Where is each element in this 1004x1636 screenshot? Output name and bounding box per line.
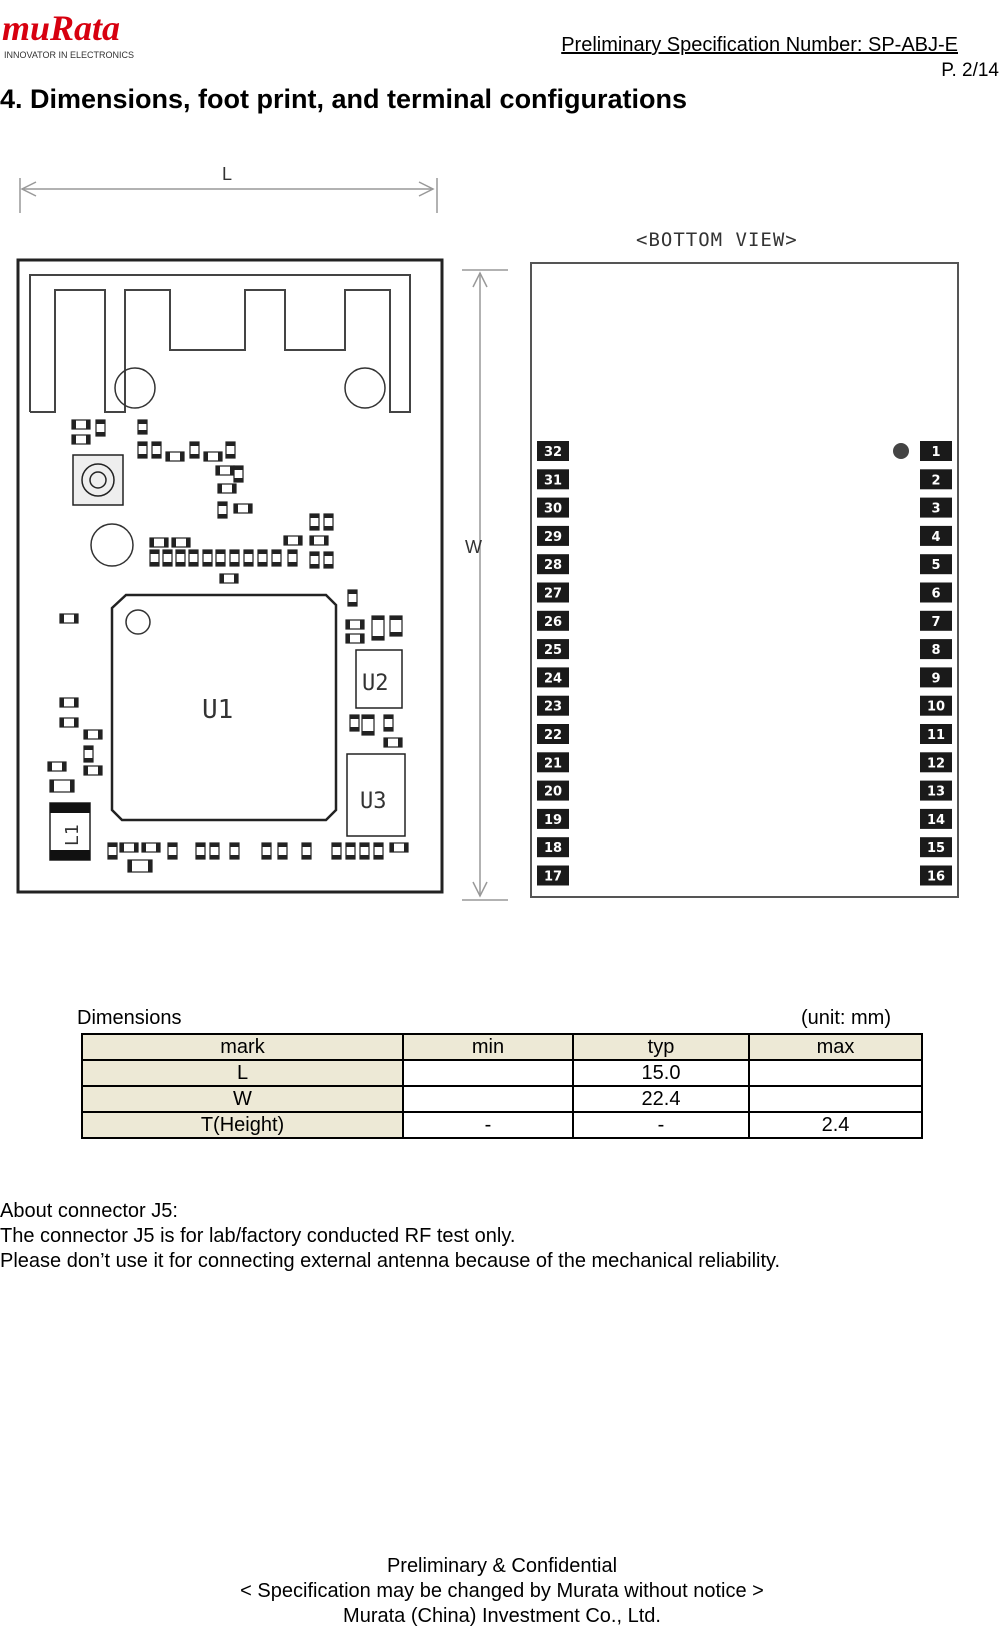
passive-component xyxy=(84,746,93,762)
passive-component xyxy=(138,442,147,458)
terminal-pad xyxy=(537,696,569,716)
passive-component xyxy=(60,718,78,727)
page-number: P. 2/14 xyxy=(941,60,999,81)
passive-component xyxy=(172,538,190,547)
passive-component xyxy=(226,442,235,458)
passive-component xyxy=(84,730,102,739)
passive-component xyxy=(190,442,199,458)
terminal-pad xyxy=(920,667,952,687)
terminal-pad xyxy=(537,724,569,744)
passive-component xyxy=(142,843,160,852)
passive-component xyxy=(84,766,102,775)
footer xyxy=(0,1554,1004,1629)
terminal-number: 24 xyxy=(543,671,563,687)
passive-component xyxy=(244,550,253,566)
antenna-trace xyxy=(30,275,410,412)
terminal-pad xyxy=(920,583,952,603)
passive-component xyxy=(150,538,168,547)
terminal-number: 17 xyxy=(543,869,563,885)
cell-mark: W xyxy=(82,1086,403,1112)
passive-component xyxy=(218,502,227,518)
terminal-pad xyxy=(920,526,952,546)
passive-component xyxy=(166,452,184,461)
table-row xyxy=(82,1060,922,1086)
terminal-number: 1 xyxy=(931,445,941,460)
logo-tagline: INNOVATOR IN ELECTRONICS xyxy=(4,50,135,60)
terminal-pad xyxy=(537,583,569,603)
terminal-pad xyxy=(920,554,952,574)
passive-component xyxy=(346,634,364,643)
passive-component xyxy=(310,552,319,568)
terminal-number: 20 xyxy=(543,784,563,800)
terminal-number: 12 xyxy=(926,756,946,772)
terminal-number: 2 xyxy=(931,473,941,489)
cell-mark: T(Height) xyxy=(82,1112,403,1138)
passive-component xyxy=(258,550,267,566)
note-line: The connector J5 is for lab/factory conducted RF test only. xyxy=(0,1225,516,1247)
murata-logo xyxy=(2,6,152,60)
passive-component xyxy=(204,452,222,461)
terminal-pad xyxy=(537,526,569,546)
terminal-number: 6 xyxy=(931,586,941,602)
terminal-pad xyxy=(920,498,952,518)
terminal-pad xyxy=(537,781,569,801)
passive-component xyxy=(138,420,147,434)
passive-component xyxy=(288,550,297,566)
passive-component xyxy=(216,466,234,475)
passive-component xyxy=(284,536,302,545)
terminal-number: 32 xyxy=(543,445,563,460)
terminal-number: 18 xyxy=(543,841,563,857)
terminal-number: 19 xyxy=(543,812,563,828)
note-line: Please don’t use it for connecting external antenna because of the mechanical reliability. xyxy=(0,1250,781,1272)
passive-component xyxy=(390,616,402,636)
terminal-number: 8 xyxy=(931,643,941,659)
unit-caption: (unit: mm) xyxy=(801,1007,891,1029)
passive-component xyxy=(176,550,185,566)
passive-component xyxy=(50,780,74,792)
passive-component xyxy=(324,552,333,568)
passive-component xyxy=(324,514,333,530)
passive-component xyxy=(210,843,219,859)
passive-component xyxy=(203,550,212,566)
terminal-pad xyxy=(537,837,569,857)
passive-component xyxy=(48,762,66,771)
terminal-pad xyxy=(920,696,952,716)
note-line: About connector J5: xyxy=(0,1200,178,1222)
passive-component xyxy=(216,550,225,566)
terminal-number: 3 xyxy=(931,501,941,517)
terminal-pad xyxy=(920,469,952,489)
passive-component xyxy=(360,843,369,859)
terminal-number: 29 xyxy=(543,529,563,545)
passive-component xyxy=(346,620,364,629)
passive-component xyxy=(96,420,105,436)
passive-component xyxy=(189,550,198,566)
terminal-pad xyxy=(920,611,952,631)
passive-component xyxy=(372,616,384,640)
chip-u3 xyxy=(347,754,405,836)
section-title: 4. Dimensions, foot print, and terminal configurations xyxy=(0,84,688,114)
inductor-l1 xyxy=(50,803,90,860)
passive-component xyxy=(128,860,152,872)
passive-component xyxy=(384,715,393,731)
terminal-number: 13 xyxy=(926,784,946,800)
terminal-number: 26 xyxy=(543,614,563,630)
passive-component xyxy=(196,843,205,859)
header-min: min xyxy=(403,1034,573,1060)
terminal-pad xyxy=(920,809,952,829)
terminal-pad xyxy=(920,752,952,772)
passive-component xyxy=(346,843,355,859)
bottom-view-label: <BOTTOM VIEW> xyxy=(636,229,798,251)
terminal-number: 21 xyxy=(543,756,563,772)
passive-component xyxy=(390,843,408,852)
passive-component xyxy=(60,698,78,707)
terminal-number: 11 xyxy=(926,728,946,743)
terminal-pad xyxy=(537,639,569,659)
u2-label: U2 xyxy=(362,671,389,696)
passive-component xyxy=(60,614,78,623)
pins-right xyxy=(920,441,952,886)
terminal-number: 22 xyxy=(543,728,563,743)
passive-component xyxy=(220,574,238,583)
top-view-board xyxy=(18,260,442,892)
passive-component xyxy=(348,590,357,606)
terminal-number: 9 xyxy=(931,671,941,687)
l1-label: L1 xyxy=(62,824,83,846)
terminal-number: 30 xyxy=(543,501,563,517)
terminal-number: 25 xyxy=(543,643,563,659)
terminal-pad xyxy=(537,809,569,829)
passive-component xyxy=(272,550,281,566)
passive-component xyxy=(152,442,161,458)
cell-typ: - xyxy=(573,1112,749,1138)
passive-component xyxy=(332,843,341,859)
connector-note xyxy=(0,1199,780,1274)
terminal-pad xyxy=(920,639,952,659)
passive-component xyxy=(72,420,90,429)
passive-component xyxy=(302,843,311,859)
chip-u2 xyxy=(356,650,402,708)
header-typ: typ xyxy=(573,1034,749,1060)
terminal-pad xyxy=(537,752,569,772)
cell-min xyxy=(403,1086,573,1112)
terminal-number: 10 xyxy=(926,699,946,715)
logo-wordmark: muRata xyxy=(2,8,121,48)
terminal-pad xyxy=(537,866,569,886)
passive-component xyxy=(278,843,287,859)
terminal-pad xyxy=(537,667,569,687)
passive-component xyxy=(150,550,159,566)
terminal-number: 5 xyxy=(931,558,941,574)
terminal-pad xyxy=(537,469,569,489)
passive-component xyxy=(384,738,402,747)
cell-typ: 15.0 xyxy=(573,1060,749,1086)
chip-u1 xyxy=(112,595,336,820)
pins-left xyxy=(537,441,569,886)
dimensions-table xyxy=(81,1033,923,1139)
cell-max: 2.4 xyxy=(749,1112,922,1138)
terminal-number: 15 xyxy=(926,841,946,857)
cell-typ: 22.4 xyxy=(573,1086,749,1112)
terminal-number: 16 xyxy=(926,869,946,885)
connector-j5 xyxy=(73,455,123,505)
table-row xyxy=(82,1086,922,1112)
passive-component xyxy=(163,550,172,566)
passive-component xyxy=(218,484,236,493)
terminal-number: 7 xyxy=(931,614,941,630)
u1-label: U1 xyxy=(202,695,234,725)
cell-mark: L xyxy=(82,1060,403,1086)
u3-label: U3 xyxy=(360,789,387,814)
passive-component xyxy=(310,514,319,530)
module-drawing xyxy=(0,150,1004,910)
spec-number: Preliminary Specification Number: SP-ABJ-E xyxy=(561,34,958,56)
passive-component xyxy=(350,715,359,731)
terminal-number: 28 xyxy=(543,558,563,574)
terminal-pad xyxy=(537,441,569,461)
terminal-pad xyxy=(920,866,952,886)
terminal-number: 14 xyxy=(926,812,946,828)
bottom-view-board xyxy=(531,263,958,897)
passive-component xyxy=(108,843,117,859)
cell-min xyxy=(403,1060,573,1086)
table-header-row xyxy=(82,1034,922,1060)
footer-notice: < Specification may be changed by Murata without notice > xyxy=(240,1580,764,1602)
terminal-number: 27 xyxy=(543,586,563,602)
label-l: L xyxy=(222,164,233,184)
cell-max xyxy=(749,1060,922,1086)
table-row xyxy=(82,1112,922,1138)
label-w: W xyxy=(465,537,482,557)
passive-component xyxy=(262,843,271,859)
footer-confidential: Preliminary & Confidential xyxy=(386,1555,618,1577)
passive-component xyxy=(120,843,138,852)
footer-company: Murata (China) Investment Co., Ltd. xyxy=(343,1605,661,1627)
passive-component xyxy=(362,715,374,735)
header-mark: mark xyxy=(82,1034,403,1060)
terminal-pad xyxy=(537,611,569,631)
terminal-pad xyxy=(920,837,952,857)
terminal-number: 23 xyxy=(543,699,563,715)
pin1-marker xyxy=(893,443,909,459)
terminal-number: 4 xyxy=(931,529,941,545)
passive-component xyxy=(168,843,177,859)
header-max: max xyxy=(749,1034,922,1060)
passive-component xyxy=(234,466,243,482)
terminal-pad xyxy=(920,441,952,461)
terminal-pad xyxy=(920,724,952,744)
terminal-pad xyxy=(920,781,952,801)
terminal-pad xyxy=(537,498,569,518)
passive-component xyxy=(230,550,239,566)
cell-min: - xyxy=(403,1112,573,1138)
terminal-number: 31 xyxy=(543,473,563,489)
terminal-pad xyxy=(537,554,569,574)
dimension-w xyxy=(462,270,508,900)
passive-component xyxy=(230,843,239,859)
dimensions-caption: Dimensions xyxy=(77,1007,182,1029)
passive-component xyxy=(234,504,252,513)
passive-component xyxy=(72,435,90,444)
passive-component xyxy=(310,536,328,545)
cell-max xyxy=(749,1086,922,1112)
passive-component xyxy=(374,843,383,859)
